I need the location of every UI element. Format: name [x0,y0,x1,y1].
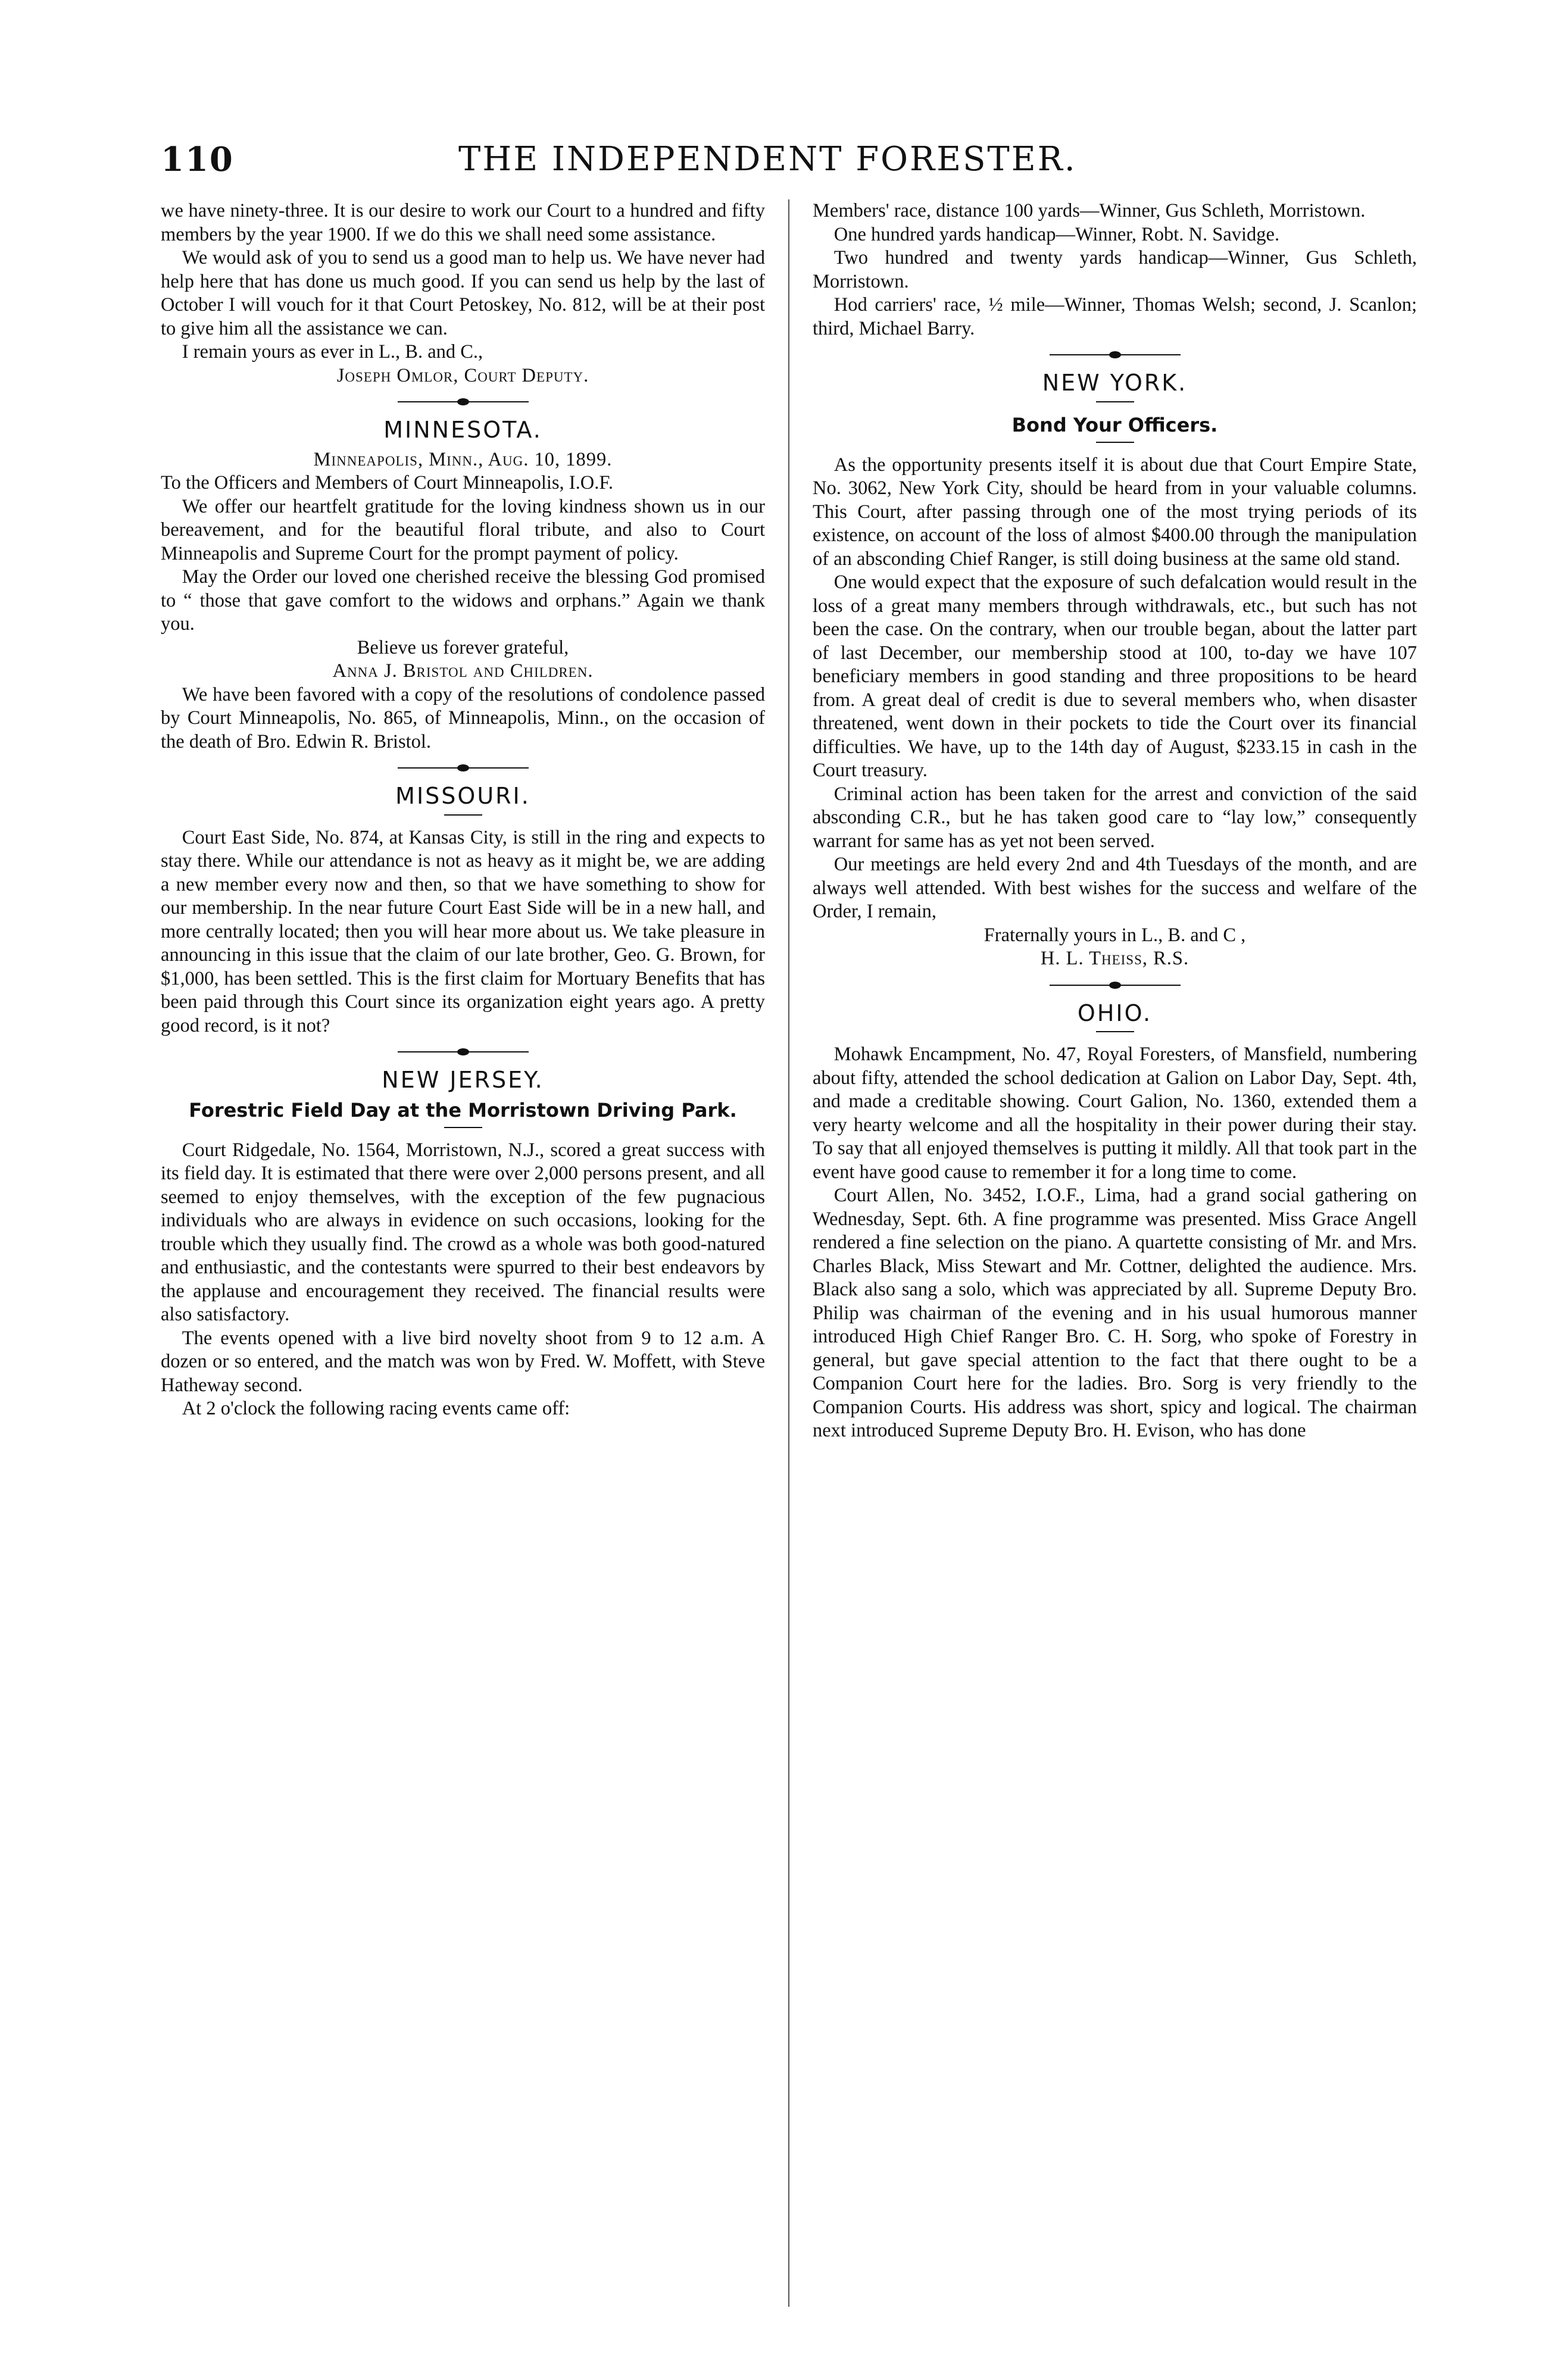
letter-paragraph: we have ninety-three. It is our desire to work our Court to a hundred and fifty members by the year 1900. If we do this we shall need some assistance. [161,200,765,245]
section-heading-ohio: OHIO. [1077,1000,1153,1026]
right-column [813,199,1417,1443]
race-result: Two hundred and twenty yards handicap—Winner, Gus Schleth, Morristown. [813,247,1417,292]
article-paragraph: Mohawk Encampment, No. 47, Royal Foresters, of Mansfield, numbering about fifty, attended the school dedication at Galion on Labor Day, Sept. 4th, and made a creditable showing. Court Galion, No. 1360, extended them a very hearty welcome and all the hospitality in their power during their stay. To say that all enjoyed themselves is putting it mildly. All that took part in the event have good cause to remember it for a long time to come. [813,1044,1417,1183]
letter-signature: Joseph Omlor, Court Deputy. [336,364,589,386]
article-paragraph: Court East Side, No. 874, at Kansas City, is still in the ring and expects to stay there. While our attendance is not as heavy as it might be, we are adding a new member every now and then, so that we have something to show for our membership. In the near future Court East Side will be in a new hall, and more centrally located; then you will hear more about us. We take pleasure in announcing in this issue that the claim of our late brother, Geo. G. Brown, for $1,000, has been settled. This is the first claim for Mortuary Benefits that has been paid through this Court since its organization eight years ago. A pretty good record, is it not? [161,826,765,1036]
section-heading-minnesota: MINNESOTA. [383,417,542,443]
letter-closing: Fraternally yours in L., B. and C , [983,924,1246,946]
letter-signature: H. L. Theiss, R.S. [1040,948,1189,969]
section-divider [398,1047,529,1057]
heading-rule [444,814,482,816]
article-paragraph: Criminal action has been taken for the arrest and conviction of the said absconding C.R., but he has taken good care to “lay low,” consequently warrant for same has as yet not been served. [813,783,1417,852]
column-divider [788,199,789,2307]
letter-closing: Believe us forever grateful, [357,636,569,658]
page-number: 110 [161,140,234,179]
page-header [161,140,1417,193]
article-paragraph: At 2 o'clock the following racing events came off: [182,1398,570,1419]
race-result: One hundred yards handicap—Winner, Robt. N. Savidge. [833,223,1280,245]
heading-rule [1096,401,1134,402]
article-subheading: Forestric Field Day at the Morristown Driving Park. [189,1098,737,1122]
heading-rule [1096,1031,1134,1032]
letter-paragraph: We would ask of you to send us a good man to help us. We have never had help here that has done us much good. If you can send us help by the last of October I will vouch for it that Court Petoskey, No. 812, will be at their post to give him all the assistance we can. [161,247,765,339]
heading-rule [1096,442,1134,443]
race-result: Members' race, distance 100 yards—Winner, Gus Schleth, Morristown. [813,200,1366,221]
letter-address: To the Officers and Members of Court Minneapolis, I.O.F. [161,472,613,494]
section-heading-missouri: MISSOURI. [395,783,530,809]
article-paragraph: We have been favored with a copy of the resolutions of condolence passed by Court Minneapolis, No. 865, of Minneapolis, Minn., on the occasion of the death of Bro. Edwin R. Bristol. [161,683,765,752]
letter-signature: Anna J. Bristol and Children. [332,660,594,682]
letter-closing: I remain yours as ever in L., B. and C., [182,341,483,363]
article-paragraph: As the opportunity presents itself it is about due that Court Empire State, No. 3062, New York City, should be heard from in your valuable columns. This Court, after passing through one of the most trying periods of its existence, on account of the loss of almost $400.00 through the manipulation of an absconding Chief Ranger, is still doing business at the same old stand. [813,454,1417,570]
article-paragraph: One would expect that the exposure of such defalcation would result in the loss of a great many members through withdrawals, etc., but such has not been the case. On the contrary, when our trouble began, about the latter part of last December, our membership stood at 100, to-day we have 107 beneficiary members in good standing and three propositions to be heard from. A great deal of credit is due to several members who, when disaster threatened, went down in their pockets to tide the Court over its financial difficulties. We have, up to the 14th day of August, $233.15 in cash in the Court treasury. [813,571,1417,781]
left-column [161,199,765,1421]
section-divider [1050,980,1181,990]
dateline: Minneapolis, Minn., Aug. 10, 1899. [313,448,613,470]
article-paragraph: Our meetings are held every 2nd and 4th Tuesdays of the month, and are always well attended. With best wishes for the success and welfare of the Order, I remain, [813,854,1417,922]
article-paragraph: Court Allen, No. 3452, I.O.F., Lima, had a grand social gathering on Wednesday, Sept. 6th. A fine programme was presented. Miss Grace Angell rendered a fine selection on the piano. A quartette consisting of Mr. and Mrs. Charles Black, Miss Stewart and Mr. Cottner, delighted the audience. Mrs. Black also sang a solo, which was appreciated by all. Supreme Deputy Bro. Philip was chairman of the evening and in his usual humorous manner introduced High Chief Ranger Bro. C. H. Sorg, who spoke of Forestry in general, but gave special attention to the fact that there ought to be a Companion Court here for the ladies. Bro. Sorg is very friendly to the Companion Courts. His address was short, spicy and logical. The chairman next introduced Supreme Deputy Bro. H. Evison, who has done [813,1185,1417,1441]
section-divider [398,763,529,773]
article-subheading: Bond Your Officers. [1011,413,1218,436]
letter-paragraph: May the Order our loved one cherished receive the blessing God promised to “ those that gave comfort to the widows and orphans.” Again we thank you. [161,566,765,635]
newspaper-page [161,140,1417,2307]
letter-paragraph: We offer our heartfelt gratitude for the loving kindness shown us in our bereavement, and for the beautiful floral tribute, and also to Court Minneapolis and Supreme Court for the prompt payment of policy. [161,495,765,564]
article-paragraph: The events opened with a live bird novelty shoot from 9 to 12 a.m. A dozen or so entered, and the match was won by Fred. W. Moffett, with Steve Hatheway second. [161,1327,765,1396]
section-heading-new-jersey: NEW JERSEY. [382,1067,544,1093]
publication-title: THE INDEPENDENT FORESTER. [458,140,1077,179]
section-heading-new-york: NEW YORK. [1042,370,1188,396]
article-paragraph: Court Ridgedale, No. 1564, Morristown, N.J., scored a great success with its field day. It is estimated that there were over 2,000 persons present, and all seemed to enjoy themselves, with the exception of the few pugnacious individuals who are always in evidence on such occasions, looking for the trouble which they usually find. The crowd as a whole was both good-natured and enthusiastic, and the contestants were spurred to their best endeavors by the applause and encouragement they received. The financial results were also satisfactory. [161,1139,765,1325]
section-divider [398,397,529,407]
section-divider [1050,350,1181,360]
race-result: Hod carriers' race, ½ mile—Winner, Thomas Welsh; second, J. Scanlon; third, Michael Barry. [813,294,1417,339]
heading-rule [444,1127,482,1128]
